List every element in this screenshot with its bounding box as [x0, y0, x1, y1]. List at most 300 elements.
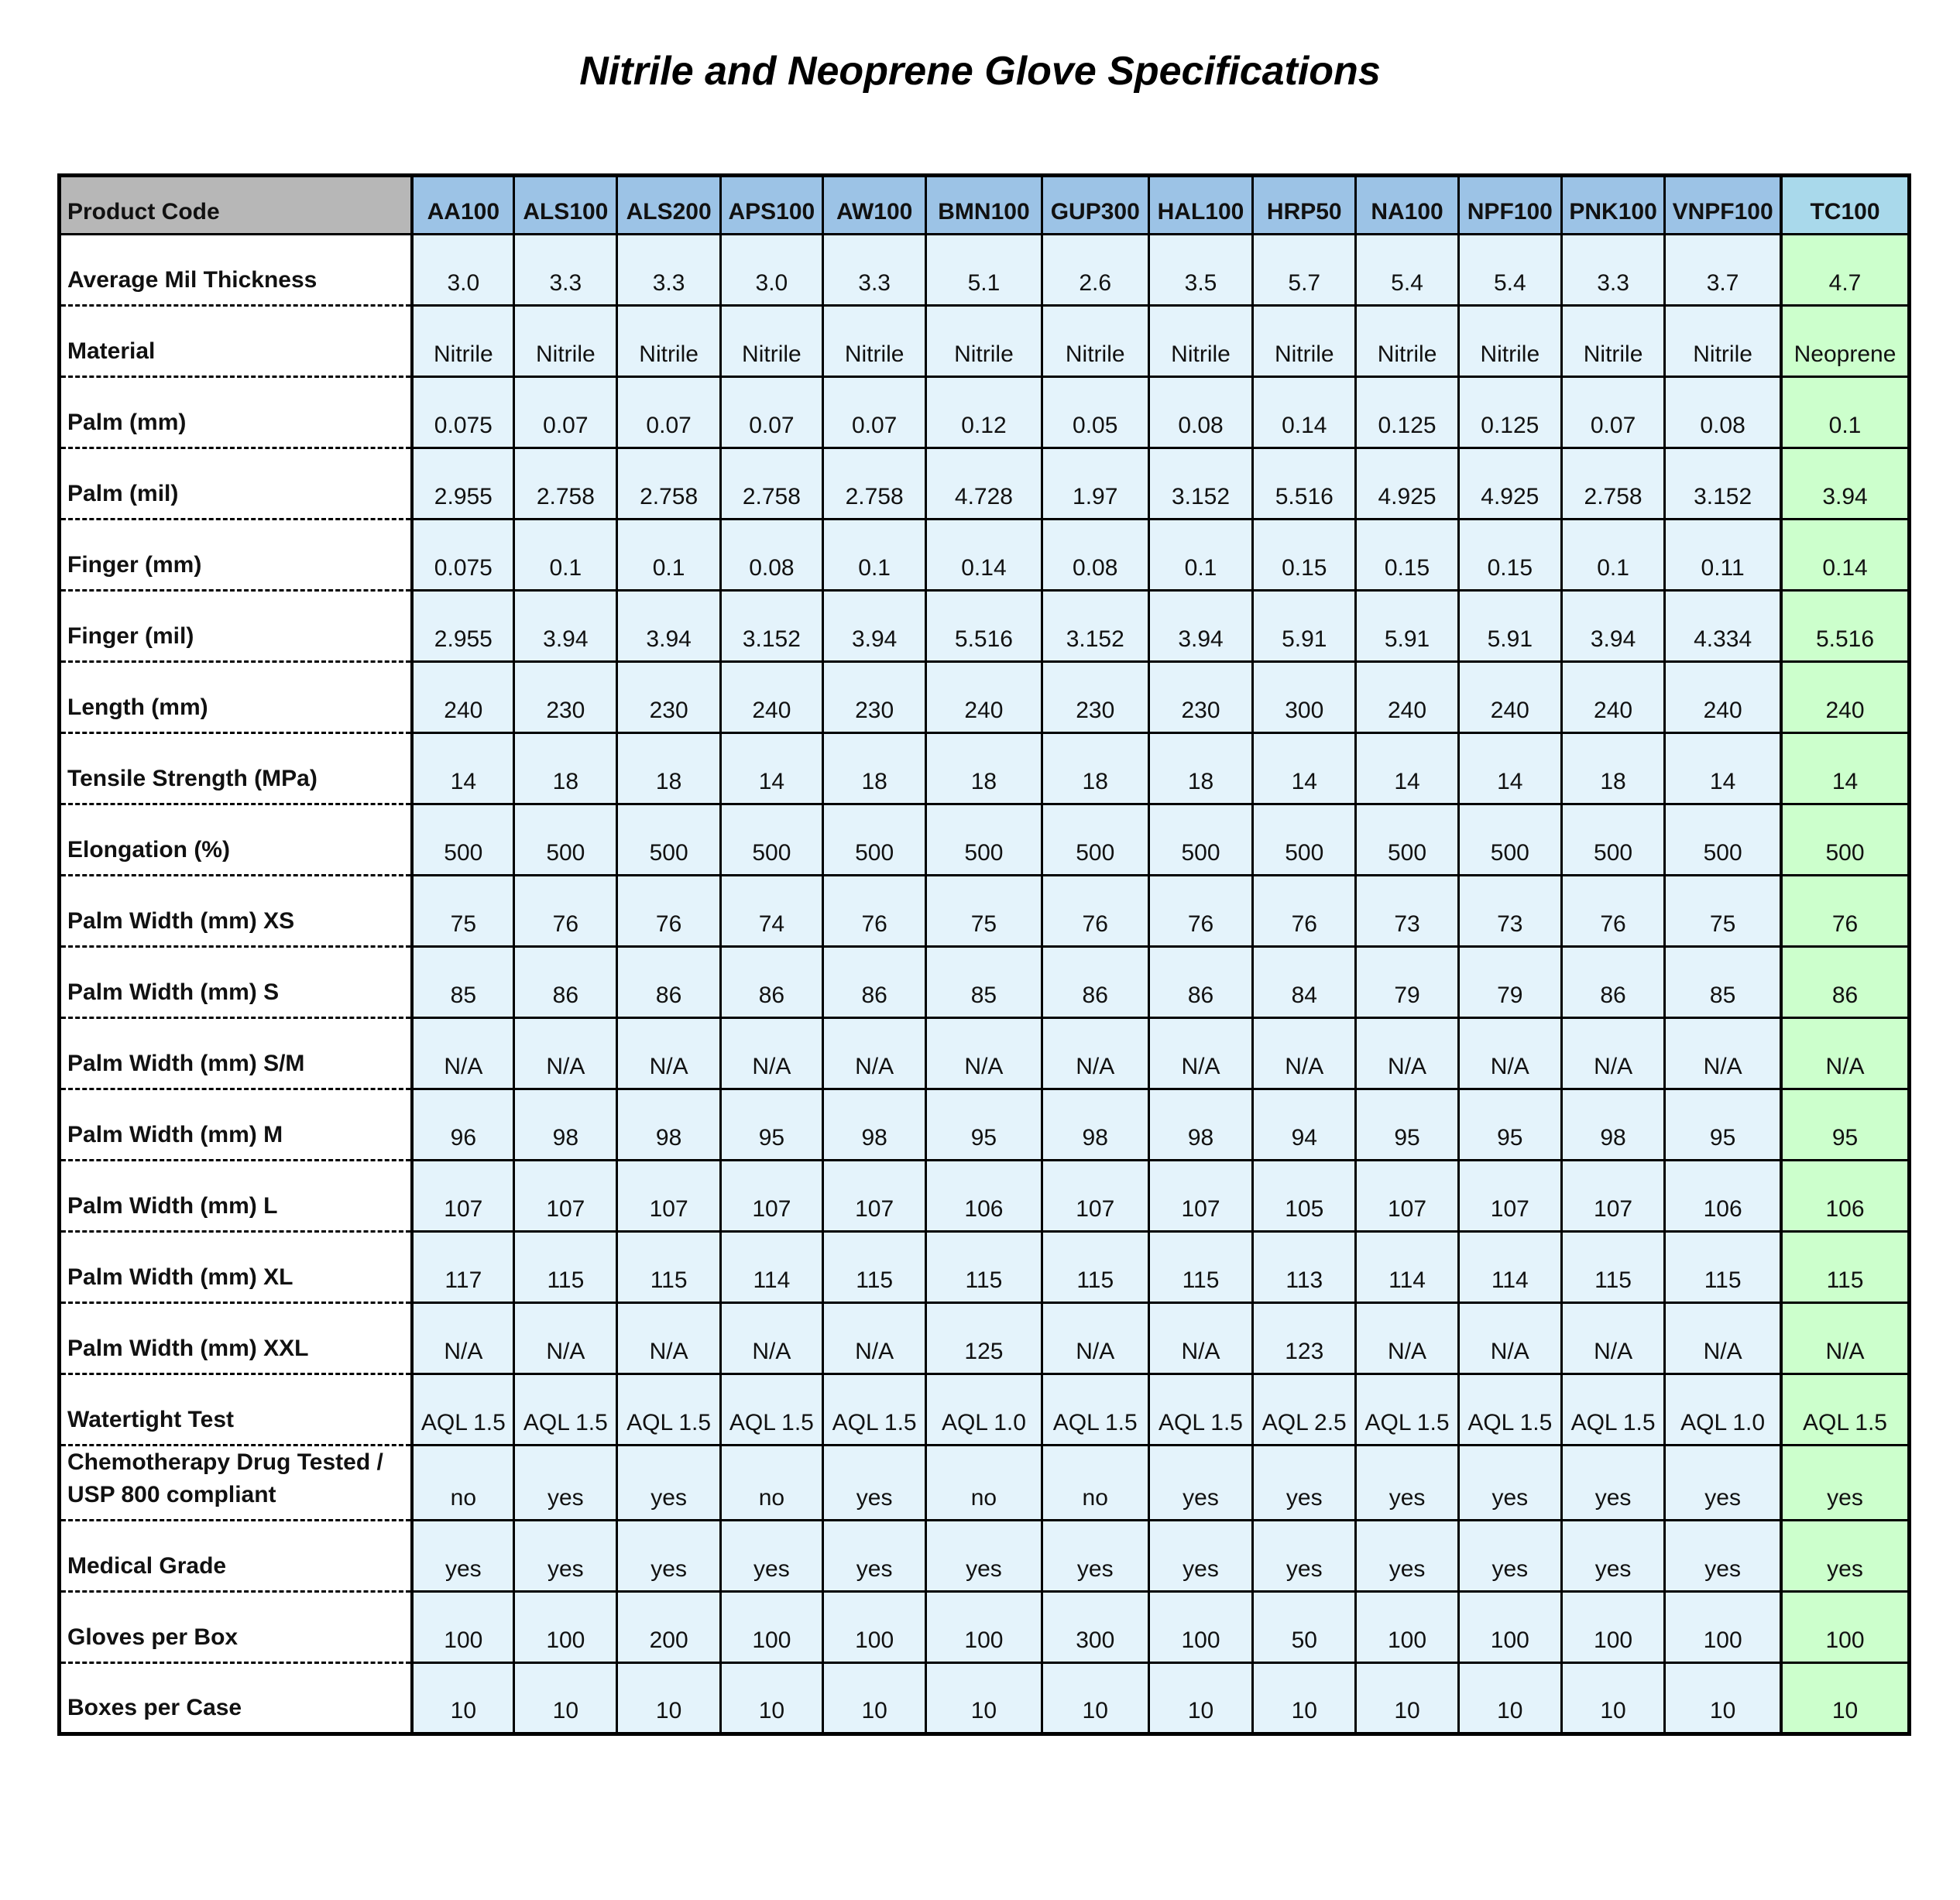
table-cell: 86 [617, 947, 720, 1018]
table-cell: 500 [412, 804, 513, 876]
table-cell: Nitrile [926, 306, 1042, 377]
table-cell: 18 [1561, 733, 1664, 804]
table-cell: 86 [1781, 947, 1909, 1018]
table-cell: Nitrile [514, 306, 617, 377]
table-cell: 107 [1561, 1161, 1664, 1232]
table-cell: Nitrile [823, 306, 926, 377]
table-cell: 100 [823, 1592, 926, 1663]
table-cell: 76 [617, 876, 720, 947]
table-cell: 0.08 [1665, 377, 1781, 448]
table-cell: AQL 1.5 [1561, 1374, 1664, 1446]
table-cell: 84 [1253, 947, 1356, 1018]
table-cell: 0.07 [1561, 377, 1664, 448]
table-cell: N/A [617, 1018, 720, 1089]
row-label-line: Finger (mm) [67, 552, 202, 578]
table-cell: 106 [1781, 1161, 1909, 1232]
table-cell: N/A [1042, 1303, 1148, 1374]
table-cell: 230 [1042, 662, 1148, 733]
table-cell: 500 [823, 804, 926, 876]
table-cell: N/A [1356, 1018, 1458, 1089]
table-row [60, 377, 1910, 448]
row-label-line: Palm Width (mm) S/M [67, 1051, 305, 1076]
table-cell: 96 [412, 1089, 513, 1161]
table-cell: 117 [412, 1232, 513, 1303]
table-cell: 3.3 [617, 235, 720, 306]
table-cell: 73 [1356, 876, 1458, 947]
table-cell: 14 [412, 733, 513, 804]
table-cell: N/A [514, 1303, 617, 1374]
table-row [60, 947, 1910, 1018]
table-cell: 98 [1042, 1089, 1148, 1161]
table-cell: AQL 1.5 [514, 1374, 617, 1446]
table-cell: 3.152 [1148, 448, 1252, 520]
table-cell: yes [823, 1446, 926, 1521]
table-cell: yes [1458, 1521, 1561, 1592]
table-cell: 100 [1561, 1592, 1664, 1663]
table-cell: 240 [1561, 662, 1664, 733]
table-cell: 5.516 [1781, 591, 1909, 662]
table-cell: yes [1458, 1446, 1561, 1521]
row-label-line: Length (mm) [67, 694, 208, 720]
table-cell: yes [720, 1521, 822, 1592]
table-cell: 0.075 [412, 377, 513, 448]
table-cell: N/A [1561, 1018, 1664, 1089]
table-cell: 76 [1781, 876, 1909, 947]
table-cell: 3.0 [412, 235, 513, 306]
table-cell: 5.4 [1356, 235, 1458, 306]
table-cell: N/A [1781, 1018, 1909, 1089]
table-cell: 0.05 [1042, 377, 1148, 448]
table-cell: 500 [1148, 804, 1252, 876]
table-cell: N/A [1561, 1303, 1664, 1374]
table-cell: Nitrile [1148, 306, 1252, 377]
table-cell: 14 [1458, 733, 1561, 804]
table-cell: N/A [412, 1018, 513, 1089]
table-cell: no [1042, 1446, 1148, 1521]
table-cell: 500 [1458, 804, 1561, 876]
table-cell: 107 [720, 1161, 822, 1232]
table-cell: 10 [1042, 1663, 1148, 1734]
table-cell: 100 [1458, 1592, 1561, 1663]
table-cell: 4.7 [1781, 235, 1909, 306]
table-cell: 0.125 [1356, 377, 1458, 448]
table-cell: 85 [926, 947, 1042, 1018]
table-cell: 240 [1458, 662, 1561, 733]
table-cell: 98 [1561, 1089, 1664, 1161]
table-cell: 5.91 [1356, 591, 1458, 662]
table-cell: 0.14 [1253, 377, 1356, 448]
table-cell: 0.15 [1356, 520, 1458, 591]
table-cell: 100 [1781, 1592, 1909, 1663]
table-cell: 3.94 [1561, 591, 1664, 662]
table-cell: 3.94 [617, 591, 720, 662]
table-cell: AQL 1.5 [412, 1374, 513, 1446]
table-cell: N/A [823, 1018, 926, 1089]
table-cell: 107 [823, 1161, 926, 1232]
table-cell: 10 [823, 1663, 926, 1734]
table-cell: 0.07 [823, 377, 926, 448]
table-cell: N/A [1042, 1018, 1148, 1089]
table-cell: Nitrile [1356, 306, 1458, 377]
table-cell: 76 [823, 876, 926, 947]
table-row [60, 1089, 1910, 1161]
table-cell: Neoprene [1781, 306, 1909, 377]
table-cell: 2.758 [720, 448, 822, 520]
table-cell: 107 [617, 1161, 720, 1232]
row-label-line: Palm (mil) [67, 481, 179, 506]
table-cell: 10 [1253, 1663, 1356, 1734]
table-cell: AQL 1.5 [1781, 1374, 1909, 1446]
table-cell: 18 [1148, 733, 1252, 804]
row-label-line: Finger (mil) [67, 623, 194, 649]
table-row [60, 1018, 1910, 1089]
table-cell: 14 [1781, 733, 1909, 804]
table-cell: 4.728 [926, 448, 1042, 520]
table-row [60, 1374, 1910, 1446]
table-cell: 100 [926, 1592, 1042, 1663]
table-cell: 3.152 [1665, 448, 1781, 520]
table-cell: 3.94 [1148, 591, 1252, 662]
table-cell: 0.11 [1665, 520, 1781, 591]
table-cell: 85 [412, 947, 513, 1018]
table-cell: 86 [1148, 947, 1252, 1018]
row-label [60, 377, 413, 448]
row-label [60, 1521, 413, 1592]
row-label [60, 947, 413, 1018]
table-row [60, 804, 1910, 876]
table-cell: 0.14 [1781, 520, 1909, 591]
table-cell: N/A [1665, 1018, 1781, 1089]
table-cell: 76 [514, 876, 617, 947]
product-code-bmn100: BMN100 [926, 176, 1042, 235]
table-row [60, 1446, 1910, 1521]
row-label-line: Palm (mm) [67, 410, 187, 435]
table-row [60, 662, 1910, 733]
row-label-line: Tensile Strength (MPa) [67, 766, 318, 791]
table-cell: 10 [514, 1663, 617, 1734]
table-cell: 240 [412, 662, 513, 733]
table-cell: 5.91 [1458, 591, 1561, 662]
table-cell: 4.925 [1356, 448, 1458, 520]
table-cell: 76 [1561, 876, 1664, 947]
table-cell: N/A [1148, 1303, 1252, 1374]
table-cell: N/A [1253, 1018, 1356, 1089]
table-cell: 115 [823, 1232, 926, 1303]
table-cell: 0.15 [1458, 520, 1561, 591]
table-cell: 0.075 [412, 520, 513, 591]
table-cell: 115 [617, 1232, 720, 1303]
table-cell: yes [1665, 1521, 1781, 1592]
table-cell: 95 [1458, 1089, 1561, 1161]
table-cell: 500 [926, 804, 1042, 876]
table-cell: 107 [1356, 1161, 1458, 1232]
table-cell: 300 [1042, 1592, 1148, 1663]
table-cell: 14 [720, 733, 822, 804]
row-label [60, 1018, 413, 1089]
table-cell: 500 [617, 804, 720, 876]
table-cell: yes [1148, 1521, 1252, 1592]
table-cell: 240 [1781, 662, 1909, 733]
row-label [60, 591, 413, 662]
table-cell: 3.94 [514, 591, 617, 662]
product-code-aps100: APS100 [720, 176, 822, 235]
table-cell: AQL 1.5 [617, 1374, 720, 1446]
table-cell: 3.94 [823, 591, 926, 662]
table-cell: N/A [617, 1303, 720, 1374]
table-cell: 10 [1458, 1663, 1561, 1734]
table-row [60, 520, 1910, 591]
table-cell: 5.516 [1253, 448, 1356, 520]
table-cell: 79 [1458, 947, 1561, 1018]
table-cell: 500 [1042, 804, 1148, 876]
table-row [60, 1303, 1910, 1374]
table-cell: yes [1781, 1521, 1909, 1592]
product-code-als200: ALS200 [617, 176, 720, 235]
product-code-tc100: TC100 [1781, 176, 1909, 235]
table-cell: 95 [1781, 1089, 1909, 1161]
header-row [60, 176, 1910, 235]
table-cell: 230 [514, 662, 617, 733]
table-cell: 86 [1561, 947, 1664, 1018]
table-cell: 5.4 [1458, 235, 1561, 306]
table-cell: 85 [1665, 947, 1781, 1018]
row-label [60, 733, 413, 804]
table-cell: 0.1 [823, 520, 926, 591]
table-cell: 2.955 [412, 591, 513, 662]
row-label-line: Watertight Test [67, 1407, 234, 1432]
table-cell: N/A [1458, 1303, 1561, 1374]
table-cell: 115 [1561, 1232, 1664, 1303]
table-cell: 2.955 [412, 448, 513, 520]
row-label-line: Gloves per Box [67, 1624, 239, 1650]
table-cell: 75 [926, 876, 1042, 947]
table-row [60, 1232, 1910, 1303]
table-row [60, 591, 1910, 662]
table-cell: 10 [1356, 1663, 1458, 1734]
table-cell: 3.3 [1561, 235, 1664, 306]
row-label [60, 876, 413, 947]
table-cell: 300 [1253, 662, 1356, 733]
table-cell: Nitrile [1665, 306, 1781, 377]
table-cell: 3.94 [1781, 448, 1909, 520]
table-cell: 10 [720, 1663, 822, 1734]
table-cell: N/A [1148, 1018, 1252, 1089]
table-cell: 14 [1665, 733, 1781, 804]
row-label-line: Chemotherapy Drug Tested / [67, 1449, 383, 1475]
table-row [60, 235, 1910, 306]
table-cell: N/A [1458, 1018, 1561, 1089]
glove-spec-table [57, 173, 1911, 1736]
row-label-line: Average Mil Thickness [67, 267, 318, 293]
table-cell: 79 [1356, 947, 1458, 1018]
row-label-line: Palm Width (mm) M [67, 1122, 283, 1147]
table-cell: yes [1781, 1446, 1909, 1521]
row-label [60, 1161, 413, 1232]
table-cell: 0.07 [514, 377, 617, 448]
table-cell: yes [1042, 1521, 1148, 1592]
table-cell: 18 [823, 733, 926, 804]
table-cell: 18 [926, 733, 1042, 804]
row-label [60, 662, 413, 733]
table-cell: AQL 1.5 [1458, 1374, 1561, 1446]
table-cell: 98 [617, 1089, 720, 1161]
row-label [60, 235, 413, 306]
table-cell: Nitrile [1253, 306, 1356, 377]
table-cell: 230 [617, 662, 720, 733]
table-cell: 5.1 [926, 235, 1042, 306]
table-cell: 0.08 [1042, 520, 1148, 591]
table-cell: 107 [1458, 1161, 1561, 1232]
row-label [60, 1303, 413, 1374]
table-cell: 18 [1042, 733, 1148, 804]
table-cell: N/A [720, 1018, 822, 1089]
table-cell: 100 [412, 1592, 513, 1663]
table-row [60, 1521, 1910, 1592]
table-cell: 115 [514, 1232, 617, 1303]
table-row [60, 1663, 1910, 1734]
table-cell: 0.1 [1561, 520, 1664, 591]
row-label-line: Palm Width (mm) XL [67, 1264, 293, 1290]
table-cell: 95 [926, 1089, 1042, 1161]
table-cell: AQL 2.5 [1253, 1374, 1356, 1446]
table-cell: 95 [720, 1089, 822, 1161]
table-cell: 500 [1561, 804, 1664, 876]
table-cell: 94 [1253, 1089, 1356, 1161]
table-cell: Nitrile [1561, 306, 1664, 377]
table-cell: 73 [1458, 876, 1561, 947]
row-label-line: Elongation (%) [67, 837, 230, 863]
table-cell: 0.08 [720, 520, 822, 591]
table-cell: 113 [1253, 1232, 1356, 1303]
table-cell: 10 [412, 1663, 513, 1734]
table-cell: 100 [514, 1592, 617, 1663]
table-cell: N/A [1665, 1303, 1781, 1374]
table-row [60, 1592, 1910, 1663]
table-cell: 500 [514, 804, 617, 876]
table-cell: 4.925 [1458, 448, 1561, 520]
table-cell: 3.152 [720, 591, 822, 662]
table-cell: 0.1 [1148, 520, 1252, 591]
table-cell: N/A [926, 1018, 1042, 1089]
table-cell: 500 [1781, 804, 1909, 876]
table-cell: 14 [1356, 733, 1458, 804]
table-cell: yes [617, 1521, 720, 1592]
table-cell: 0.1 [617, 520, 720, 591]
table-cell: 86 [823, 947, 926, 1018]
table-cell: 500 [720, 804, 822, 876]
table-cell: 115 [1665, 1232, 1781, 1303]
row-label-line: Palm Width (mm) XS [67, 908, 295, 934]
table-cell: 75 [412, 876, 513, 947]
table-cell: yes [1253, 1446, 1356, 1521]
table-cell: AQL 1.0 [926, 1374, 1042, 1446]
table-cell: 240 [1665, 662, 1781, 733]
table-cell: 240 [1356, 662, 1458, 733]
table-cell: N/A [1781, 1303, 1909, 1374]
table-cell: 2.758 [1561, 448, 1664, 520]
table-cell: 0.14 [926, 520, 1042, 591]
product-code-hal100: HAL100 [1148, 176, 1252, 235]
table-cell: Nitrile [1042, 306, 1148, 377]
table-cell: 3.7 [1665, 235, 1781, 306]
table-cell: 114 [720, 1232, 822, 1303]
product-code-npf100: NPF100 [1458, 176, 1561, 235]
table-cell: 2.6 [1042, 235, 1148, 306]
table-cell: 114 [1458, 1232, 1561, 1303]
table-cell: 10 [926, 1663, 1042, 1734]
product-code-hrp50: HRP50 [1253, 176, 1356, 235]
table-cell: 76 [1253, 876, 1356, 947]
table-cell: 3.152 [1042, 591, 1148, 662]
row-label [60, 1374, 413, 1446]
table-cell: N/A [514, 1018, 617, 1089]
table-row [60, 448, 1910, 520]
table-cell: 240 [720, 662, 822, 733]
table-row [60, 1161, 1910, 1232]
table-cell: 100 [1148, 1592, 1252, 1663]
table-cell: 18 [617, 733, 720, 804]
table-cell: Nitrile [412, 306, 513, 377]
row-label [60, 804, 413, 876]
row-label-line: Medical Grade [67, 1553, 227, 1579]
table-cell: 115 [1781, 1232, 1909, 1303]
table-cell: no [720, 1446, 822, 1521]
table-cell: 0.125 [1458, 377, 1561, 448]
table-cell: 240 [926, 662, 1042, 733]
product-code-header: Product Code [60, 176, 413, 235]
product-code-pnk100: PNK100 [1561, 176, 1664, 235]
table-cell: AQL 1.5 [1356, 1374, 1458, 1446]
table-cell: 500 [1253, 804, 1356, 876]
product-code-vnpf100: VNPF100 [1665, 176, 1781, 235]
table-cell: Nitrile [720, 306, 822, 377]
table-cell: 115 [1148, 1232, 1252, 1303]
product-code-aa100: AA100 [412, 176, 513, 235]
table-cell: N/A [720, 1303, 822, 1374]
table-cell: AQL 1.0 [1665, 1374, 1781, 1446]
table-cell: 114 [1356, 1232, 1458, 1303]
table-cell: AQL 1.5 [823, 1374, 926, 1446]
table-cell: 2.758 [617, 448, 720, 520]
table-cell: 10 [1781, 1663, 1909, 1734]
table-cell: yes [1665, 1446, 1781, 1521]
table-cell: yes [823, 1521, 926, 1592]
row-label [60, 1663, 413, 1734]
row-label [60, 520, 413, 591]
table-cell: 1.97 [1042, 448, 1148, 520]
row-label [60, 1592, 413, 1663]
product-code-als100: ALS100 [514, 176, 617, 235]
table-cell: 100 [720, 1592, 822, 1663]
table-cell: yes [514, 1446, 617, 1521]
table-cell: 98 [514, 1089, 617, 1161]
product-code-na100: NA100 [1356, 176, 1458, 235]
table-cell: 100 [1356, 1592, 1458, 1663]
table-cell: 74 [720, 876, 822, 947]
table-row [60, 876, 1910, 947]
table-cell: 0.12 [926, 377, 1042, 448]
table-cell: 86 [720, 947, 822, 1018]
table-cell: 3.0 [720, 235, 822, 306]
table-cell: no [926, 1446, 1042, 1521]
table-cell: 10 [1561, 1663, 1664, 1734]
table-cell: 0.1 [514, 520, 617, 591]
table-cell: yes [514, 1521, 617, 1592]
table-cell: 107 [514, 1161, 617, 1232]
table-cell: 106 [926, 1161, 1042, 1232]
table-cell: 18 [514, 733, 617, 804]
table-cell: 2.758 [823, 448, 926, 520]
